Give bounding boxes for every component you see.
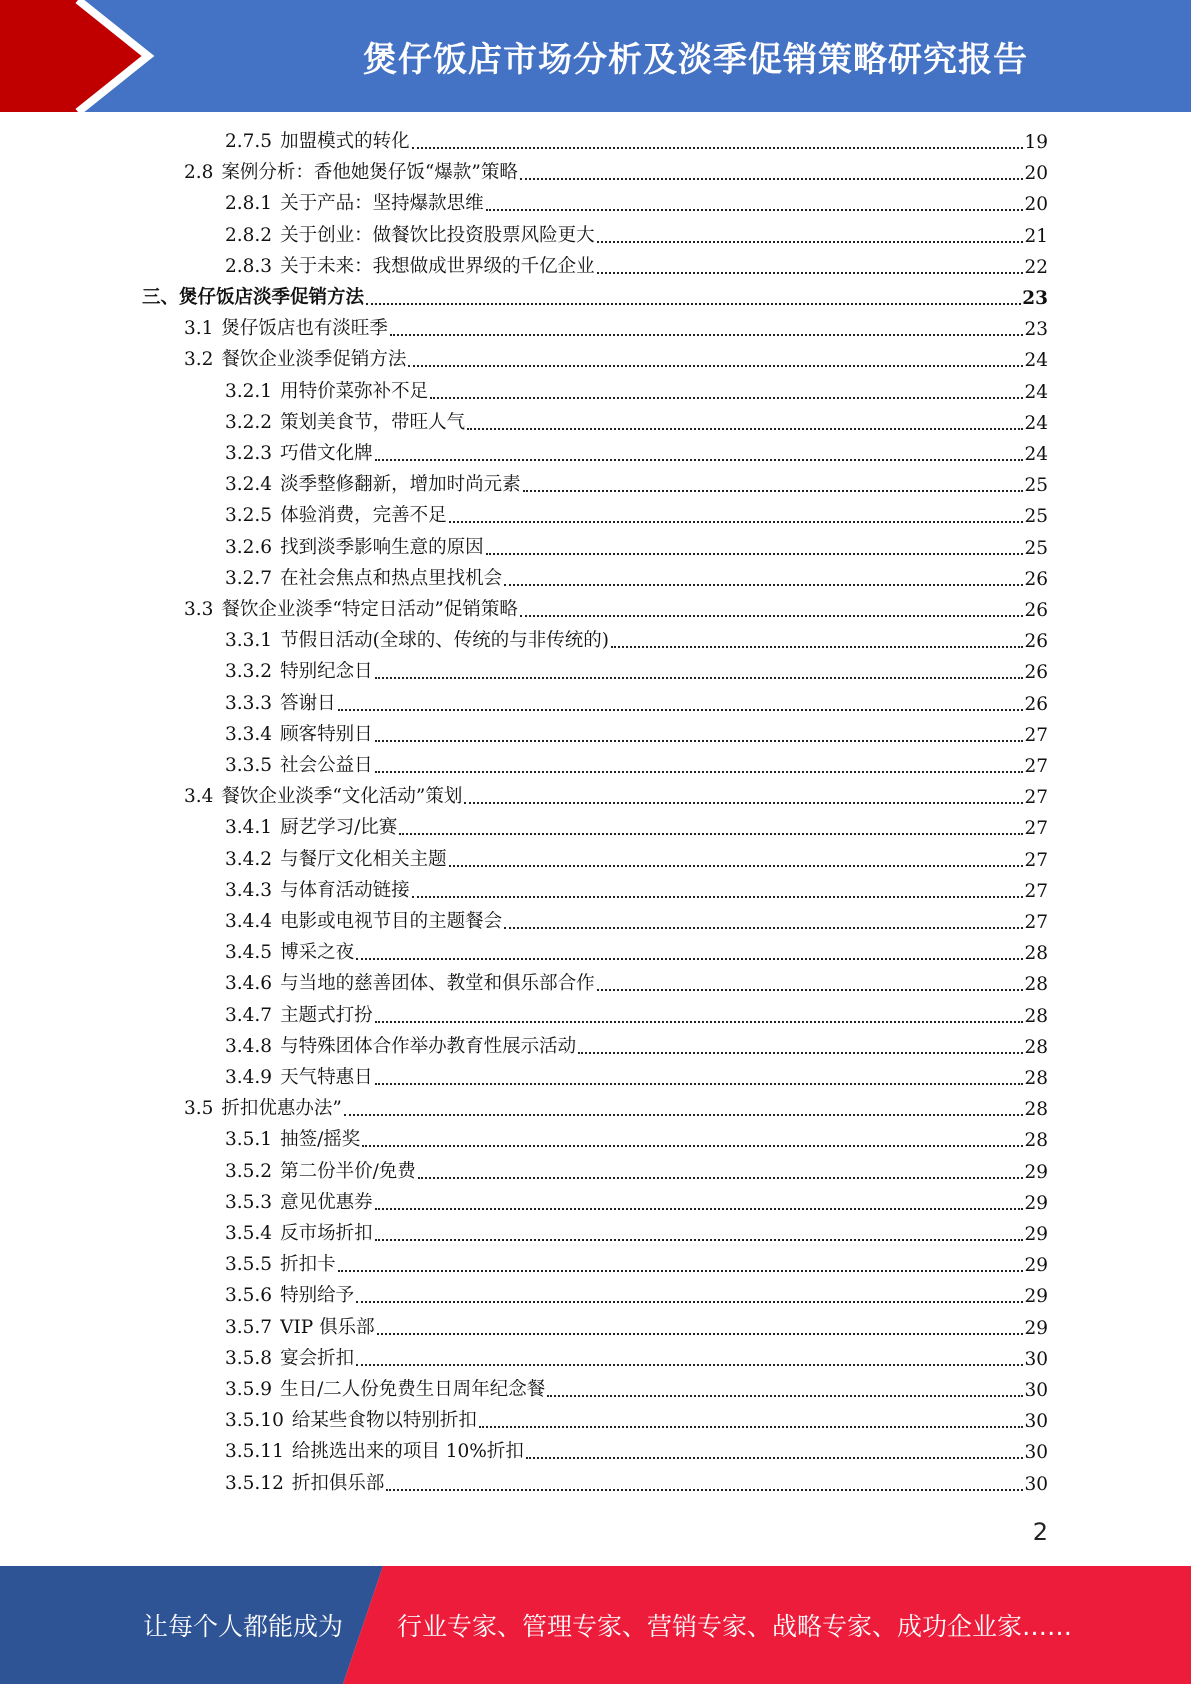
toc-entry-number: 3.3.1 <box>225 630 273 652</box>
toc-entry-title: 找到淡季影响生意的原因 <box>280 536 484 558</box>
toc-entry-page: 28 <box>1024 1005 1048 1027</box>
toc-dot-leader <box>412 896 1024 898</box>
toc-entry-title: 第二份半价/免费 <box>280 1160 416 1182</box>
toc-entry-label <box>184 1094 342 1123</box>
toc-dot-leader <box>597 989 1024 991</box>
toc-entry-number: 3.2.3 <box>225 443 273 464</box>
toc-entry[interactable] <box>225 624 1048 655</box>
toc-dot-leader <box>366 303 1021 305</box>
toc-dot-leader <box>578 1052 1023 1054</box>
toc-entry-page: 24 <box>1024 381 1048 403</box>
toc-entry[interactable] <box>225 468 1048 499</box>
toc-dot-leader <box>449 521 1024 523</box>
toc-entry[interactable] <box>225 1279 1048 1310</box>
toc-entry[interactable] <box>225 1342 1048 1373</box>
toc-entry-label <box>225 564 502 593</box>
toc-entry-page: 24 <box>1024 444 1048 465</box>
toc-entry-label <box>225 221 595 250</box>
toc-entry-number: 3.4.2 <box>225 848 273 870</box>
toc-entry[interactable] <box>225 1061 1048 1092</box>
toc-entry-number: 3.4.9 <box>225 1067 273 1088</box>
toc-entry-label <box>225 127 410 156</box>
toc-entry-label <box>225 533 484 562</box>
toc-dot-leader <box>611 646 1023 648</box>
toc-entry-label <box>225 876 410 905</box>
toc-entry-number: 3.3.2 <box>225 661 273 683</box>
toc-entry-title: 天气特惠日 <box>280 1067 373 1088</box>
toc-entry-number: 3.3 <box>184 599 214 620</box>
toc-entry-label <box>225 845 447 874</box>
toc-entry[interactable] <box>184 593 1048 624</box>
toc-dot-leader <box>356 958 1023 960</box>
toc-entry-number: 3.5.3 <box>225 1191 273 1213</box>
toc-entry-label <box>225 1313 375 1342</box>
toc-entry-number: 3.2.1 <box>225 380 273 402</box>
toc-entry-page: 30 <box>1024 1380 1048 1401</box>
toc-entry-label <box>225 1437 524 1466</box>
toc-entry-label <box>184 345 406 374</box>
page-header <box>0 0 1191 112</box>
toc-entry[interactable] <box>225 499 1048 530</box>
toc-entry-page: 29 <box>1024 1224 1048 1245</box>
toc-entry[interactable] <box>225 811 1048 842</box>
toc-entry[interactable] <box>225 437 1048 468</box>
toc-entry-label <box>225 252 595 281</box>
toc-entry[interactable] <box>184 156 1048 187</box>
toc-entry-page: 28 <box>1024 1130 1048 1152</box>
toc-entry-page: 28 <box>1024 1068 1048 1089</box>
toc-entry-number: 3.5.4 <box>225 1223 273 1244</box>
toc-entry[interactable] <box>225 749 1048 780</box>
toc-entry-page: 27 <box>1024 724 1048 746</box>
toc-dot-leader <box>338 1270 1024 1272</box>
toc-entry-title: 反市场折扣 <box>280 1223 373 1244</box>
toc-entry-title: 与餐厅文化相关主题 <box>280 848 447 870</box>
toc-entry[interactable] <box>225 406 1048 437</box>
toc-entry-label <box>184 595 518 624</box>
toc-entry-page: 29 <box>1024 1317 1048 1339</box>
toc-dot-leader <box>375 677 1024 679</box>
toc-entry-label <box>184 314 388 343</box>
toc-entry[interactable] <box>225 125 1048 156</box>
toc-entry-number: 3.5.12 <box>225 1472 284 1494</box>
toc-entry-page: 29 <box>1024 1161 1048 1183</box>
toc-entry-number: 3.2.6 <box>225 536 273 558</box>
toc-entry-number: 3.5.7 <box>225 1316 273 1338</box>
toc-entry-title: 案例分析：香他她煲仔饭“爆款”策略 <box>221 162 518 184</box>
toc-entry-page: 28 <box>1024 1099 1048 1121</box>
toc-entry[interactable] <box>225 1467 1048 1498</box>
toc-entry-page: 23 <box>1024 319 1048 341</box>
toc-entry-title: 折扣俱乐部 <box>291 1472 385 1494</box>
toc-entry-label <box>225 470 521 499</box>
toc-entry-label <box>225 657 373 686</box>
toc-entry[interactable] <box>225 1373 1048 1404</box>
header-arrow-decoration <box>0 0 160 112</box>
toc-entry-number: 3.3.4 <box>225 723 273 745</box>
toc-dot-leader <box>377 1333 1024 1335</box>
toc-entry-label <box>225 439 373 468</box>
toc-entry-page: 20 <box>1024 163 1048 185</box>
toc-entry-number: 3.4 <box>184 786 214 808</box>
toc-entry-page: 27 <box>1024 818 1048 840</box>
toc-entry[interactable] <box>225 187 1048 218</box>
toc-dot-leader <box>467 428 1023 430</box>
toc-entry[interactable] <box>225 531 1048 562</box>
toc-entry-number: 3.5.1 <box>225 1129 273 1151</box>
toc-dot-leader <box>356 1301 1023 1303</box>
toc-entry-label <box>225 938 354 967</box>
toc-dot-leader <box>386 1489 1023 1491</box>
toc-entry-page: 28 <box>1024 1036 1048 1058</box>
toc-entry-label <box>225 1188 373 1217</box>
toc-entry-page: 27 <box>1024 880 1048 902</box>
toc-entry-title: 节假日活动(全球的、传统的与非传统的) <box>280 630 610 652</box>
toc-dot-leader <box>375 771 1024 773</box>
toc-entry[interactable] <box>225 1155 1048 1186</box>
toc-entry-number: 2.8.1 <box>225 193 273 215</box>
document-title: 煲仔饭店市场分析及淡季促销策略研究报告 <box>363 39 1028 80</box>
toc-entry-title: 给某些食物以特别折扣 <box>291 1410 477 1432</box>
toc-dot-leader <box>362 1145 1023 1147</box>
toc-entry-label <box>184 158 518 187</box>
toc-entry-page: 28 <box>1024 943 1048 965</box>
toc-entry-page: 29 <box>1024 1192 1048 1214</box>
toc-entry-number: 3.5.6 <box>225 1285 273 1307</box>
toc-dot-leader <box>486 553 1024 555</box>
toc-entry-title: 与特殊团体合作举办教育性展示活动 <box>280 1035 577 1057</box>
toc-entry[interactable] <box>225 1248 1048 1279</box>
toc-entry-title: 三、煲仔饭店淡季促销方法 <box>142 287 365 308</box>
toc-entry-number: 3.5 <box>184 1098 214 1120</box>
page-number: 2 <box>1032 1518 1048 1546</box>
toc-dot-leader <box>523 490 1024 492</box>
toc-entry-title: 抽签/摇奖 <box>280 1129 361 1151</box>
toc-entry-number: 3.4.8 <box>225 1035 273 1057</box>
toc-dot-leader <box>479 1426 1024 1428</box>
toc-entry-number: 3.5.10 <box>225 1410 284 1432</box>
toc-entry-page: 27 <box>1024 912 1048 933</box>
toc-entry-title: 关于产品：坚持爆款思维 <box>280 193 484 215</box>
toc-entry-page: 20 <box>1024 194 1048 216</box>
toc-entry-number: 3.5.11 <box>225 1441 284 1463</box>
toc-dot-leader <box>375 1021 1024 1023</box>
toc-entry-number: 3.4.6 <box>225 973 273 995</box>
toc-entry-label <box>225 626 609 655</box>
toc-entry[interactable] <box>225 1217 1048 1248</box>
toc-entry-title: 关于创业：做餐饮比投资股票风险更大 <box>280 224 595 246</box>
header-arrow-red <box>0 0 148 112</box>
toc-dot-leader <box>375 740 1024 742</box>
toc-entry-label <box>225 689 336 718</box>
toc-entry-title: 餐饮企业淡季“文化活动”策划 <box>221 786 463 808</box>
toc-entry-number: 3.2.2 <box>225 411 273 433</box>
toc-entry-page: 29 <box>1024 1255 1048 1277</box>
toc-entry-page: 26 <box>1024 600 1048 621</box>
toc-entry-label <box>225 501 447 530</box>
toc-entry-title: 厨艺学习/比赛 <box>280 817 398 839</box>
toc-entry-title: 与当地的慈善团体、教堂和俱乐部合作 <box>280 973 595 995</box>
toc-entry-page: 28 <box>1024 974 1048 996</box>
toc-entry-number: 3.3.5 <box>225 755 273 776</box>
toc-entry-page: 27 <box>1024 849 1048 871</box>
toc-entry-label <box>225 1469 384 1498</box>
toc-entry-page: 30 <box>1024 1442 1048 1464</box>
toc-entry-page: 26 <box>1024 631 1048 653</box>
toc-entry[interactable] <box>184 780 1048 811</box>
toc-entry-number: 3.4.4 <box>225 911 273 932</box>
toc-entry-title: 顾客特别日 <box>280 723 373 745</box>
toc-entry-page: 23 <box>1022 288 1048 309</box>
toc-entry-title: 折扣卡 <box>280 1254 336 1276</box>
toc-dot-leader <box>430 397 1023 399</box>
toc-entry-title: 用特价菜弥补不足 <box>280 380 429 402</box>
toc-entry-label <box>225 1219 373 1248</box>
toc-entry-label <box>225 907 502 936</box>
footer-slogan-right: 行业专家、管理专家、营销专家、战略专家、成功企业家…… <box>397 1612 1073 1641</box>
toc-entry-number: 3.4.3 <box>225 879 273 901</box>
toc-entry-title: 策划美食节，带旺人气 <box>280 411 466 433</box>
toc-entry-page: 25 <box>1024 475 1048 497</box>
toc-entry[interactable] <box>225 562 1048 593</box>
toc-entry[interactable] <box>225 718 1048 749</box>
toc-entry-number: 3.2.4 <box>225 474 273 496</box>
toc-dot-leader <box>464 802 1023 804</box>
toc-dot-leader <box>399 833 1023 835</box>
footer-slogan-left: 让每个人都能成为 <box>143 1612 344 1641</box>
toc-entry-page: 26 <box>1024 662 1048 684</box>
toc-entry[interactable] <box>184 343 1048 374</box>
toc-entry-number: 3.4.7 <box>225 1004 273 1026</box>
toc-entry-label <box>225 720 373 749</box>
toc-entry-page: 25 <box>1024 506 1048 528</box>
toc-entry-title: 折扣优惠办法” <box>221 1098 342 1120</box>
toc-dot-leader <box>520 178 1024 180</box>
toc-dot-leader <box>526 1457 1024 1459</box>
toc-entry-number: 3.5.5 <box>225 1254 273 1276</box>
toc-entry-page: 21 <box>1024 225 1048 247</box>
toc-entry-title: 社会公益日 <box>280 755 373 776</box>
toc-entry[interactable] <box>225 219 1048 250</box>
toc-entry[interactable] <box>225 375 1048 406</box>
toc-dot-leader <box>412 147 1024 149</box>
toc-dot-leader <box>375 459 1024 461</box>
toc-entry-title: 与体育活动链接 <box>280 879 410 901</box>
toc-dot-leader <box>418 1177 1024 1179</box>
toc-dot-leader <box>504 927 1023 929</box>
toc-entry-title: 餐饮企业淡季促销方法 <box>221 349 407 371</box>
toc-entry-title: 生日/二人份免费生日周年纪念餐 <box>280 1379 546 1400</box>
toc-entry[interactable] <box>225 1311 1048 1342</box>
toc-entry-label <box>225 1125 360 1154</box>
toc-dot-leader <box>375 1083 1024 1085</box>
toc-entry-label <box>225 1344 354 1373</box>
toc-entry-number: 3.4.1 <box>225 817 273 839</box>
toc-dot-leader <box>547 1395 1023 1397</box>
toc-dot-leader <box>408 365 1023 367</box>
toc-entry-page: 26 <box>1024 568 1048 590</box>
toc-entry-title: 特别纪念日 <box>280 661 373 683</box>
toc-entry[interactable] <box>225 999 1048 1030</box>
toc-entry-label <box>225 1032 576 1061</box>
toc-entry[interactable] <box>225 250 1048 281</box>
toc-entry-page: 22 <box>1024 256 1048 278</box>
toc-entry-page: 25 <box>1024 537 1048 559</box>
toc-entry[interactable] <box>225 1404 1048 1435</box>
toc-entry-number: 3.3.3 <box>225 692 273 714</box>
toc-entry[interactable] <box>225 936 1048 967</box>
toc-entry-label <box>225 813 397 842</box>
toc-entry-label <box>225 1281 354 1310</box>
toc-entry[interactable] <box>225 655 1048 686</box>
toc-dot-leader <box>344 1114 1024 1116</box>
toc-dot-leader <box>597 241 1024 243</box>
toc-entry-page: 29 <box>1024 1286 1048 1308</box>
toc-entry-title: 特别给予 <box>280 1285 355 1307</box>
toc-entry-number: 3.5.2 <box>225 1160 273 1182</box>
toc-entry-title: 主题式打扮 <box>280 1004 373 1026</box>
toc-entry-label <box>142 283 364 312</box>
toc-entry[interactable] <box>225 1435 1048 1466</box>
toc-entry-number: 2.7.5 <box>225 131 273 152</box>
toc-entry[interactable] <box>184 312 1048 343</box>
toc-entry-label <box>225 1406 477 1435</box>
page-footer <box>0 1566 1191 1684</box>
toc-entry-number: 2.8 <box>184 162 214 184</box>
toc-entry-title: 巧借文化牌 <box>280 443 373 464</box>
toc-entry-title: 博采之夜 <box>280 942 355 964</box>
toc-entry-number: 3.5.9 <box>225 1379 273 1400</box>
toc-entry-title: 电影或电视节目的主题餐会 <box>280 911 503 932</box>
toc-entry-title: 体验消费，完善不足 <box>280 505 447 527</box>
toc-entry[interactable] <box>142 281 1048 312</box>
toc-entry[interactable] <box>225 1123 1048 1154</box>
toc-entry-number: 3.2.7 <box>225 567 273 589</box>
toc-dot-leader <box>338 709 1024 711</box>
toc-entry[interactable] <box>225 687 1048 718</box>
toc-entry-number: 2.8.2 <box>225 224 273 246</box>
toc-entry-title: 煲仔饭店也有淡旺季 <box>221 318 388 340</box>
toc-entry-page: 30 <box>1024 1473 1048 1495</box>
toc-entry-title: 意见优惠券 <box>280 1191 373 1213</box>
toc-dot-leader <box>375 1239 1024 1241</box>
toc-entry-page: 27 <box>1024 756 1048 777</box>
toc-dot-leader <box>520 615 1024 617</box>
toc-entry-label <box>225 189 484 218</box>
toc-entry-title: 餐饮企业淡季“特定日活动”促销策略 <box>221 599 518 620</box>
toc-entry-label <box>225 1063 373 1092</box>
toc-entry-number: 2.8.3 <box>225 255 273 277</box>
toc-entry-title: 加盟模式的转化 <box>280 131 410 152</box>
toc-entry-title: 宴会折扣 <box>280 1347 355 1369</box>
toc-dot-leader <box>356 1364 1023 1366</box>
toc-dot-leader <box>486 209 1024 211</box>
toc-entry[interactable] <box>184 1092 1048 1123</box>
toc-entry-label <box>225 1001 373 1030</box>
toc-entry-number: 3.5.8 <box>225 1347 273 1369</box>
toc-entry-label <box>225 1157 416 1186</box>
toc-entry[interactable] <box>225 1186 1048 1217</box>
toc-entry-title: 给挑选出来的项目 10%折扣 <box>291 1441 524 1463</box>
toc-entry-page: 30 <box>1024 1348 1048 1370</box>
toc-entry-title: 关于未来：我想做成世界级的千亿企业 <box>280 255 595 277</box>
toc-entry-label <box>225 377 428 406</box>
toc-entry-page: 24 <box>1024 412 1048 434</box>
toc-entry[interactable] <box>225 967 1048 998</box>
toc-entry-label <box>225 408 465 437</box>
toc-dot-leader <box>375 1208 1024 1210</box>
toc-entry-page: 19 <box>1024 132 1048 153</box>
toc-dot-leader <box>449 865 1024 867</box>
toc-entry[interactable] <box>225 874 1048 905</box>
toc-entry-label <box>225 969 595 998</box>
toc-entry-number: 3.1 <box>184 318 214 340</box>
toc-entry-label <box>184 782 462 811</box>
toc-entry[interactable] <box>225 1030 1048 1061</box>
toc-entry-number: 3.4.5 <box>225 942 273 964</box>
toc-entry-page: 27 <box>1024 787 1048 809</box>
toc-entry[interactable] <box>225 905 1048 936</box>
toc-entry[interactable] <box>225 843 1048 874</box>
toc-dot-leader <box>597 272 1024 274</box>
toc-entry-title: 在社会焦点和热点里找机会 <box>280 567 503 589</box>
toc-entry-number: 3.2 <box>184 349 214 371</box>
toc-entry-page: 26 <box>1024 693 1048 715</box>
toc-entry-title: 答谢日 <box>280 692 336 714</box>
toc-entry-title: VIP 俱乐部 <box>280 1316 375 1338</box>
toc-dot-leader <box>390 334 1024 336</box>
toc-entry-number: 3.2.5 <box>225 505 273 527</box>
toc-entry-label <box>225 1250 336 1279</box>
toc-entry-title: 淡季整修翻新，增加时尚元素 <box>280 474 521 496</box>
toc-entry-label <box>225 751 373 780</box>
toc-entry-page: 30 <box>1024 1411 1048 1433</box>
toc-entry-label <box>225 1375 545 1404</box>
toc-dot-leader <box>504 584 1023 586</box>
toc-entry-page: 24 <box>1024 350 1048 372</box>
